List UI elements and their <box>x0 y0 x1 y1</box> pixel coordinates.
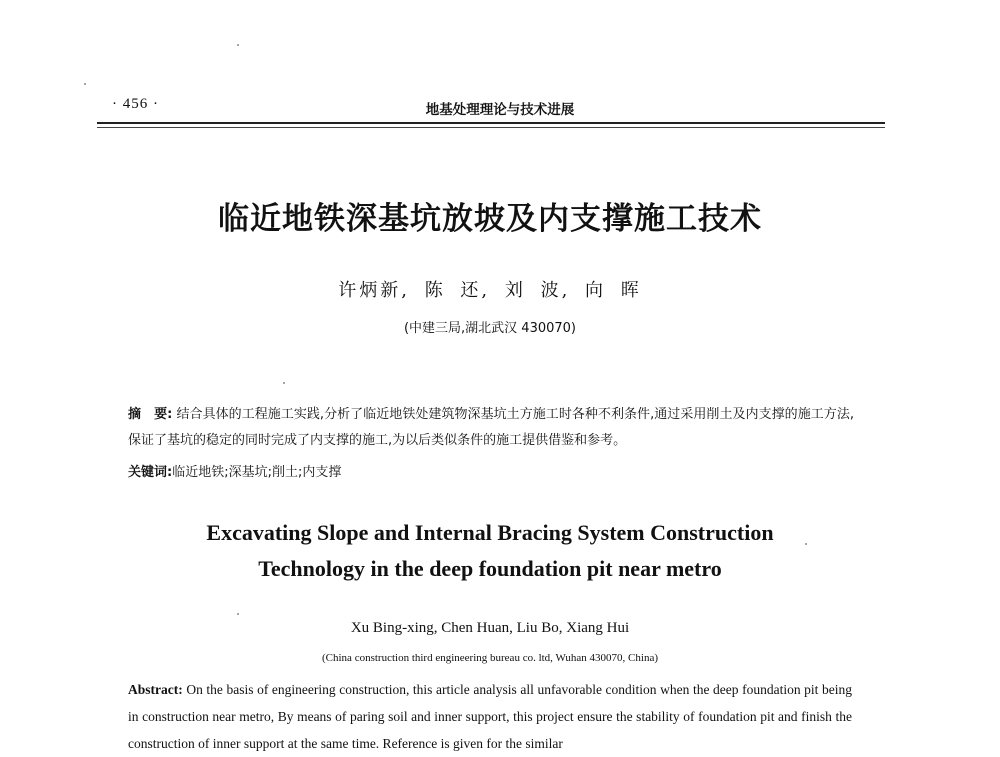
chinese-abstract-text: 结合具体的工程施工实践,分析了临近地铁处建筑物深基坑土方施工时各种不利条件,通过采用削土及内支撑的施工方法,保证了基坑的稳定的同时完成了内支撑的施工,为以后类似条件的施工提供借鉴和参考。 <box>128 407 854 448</box>
english-title-line-1: Excavating Slope and Internal Bracing System Construction <box>206 520 774 545</box>
scan-speck <box>237 44 239 46</box>
scan-speck <box>805 543 807 545</box>
english-title <box>0 515 980 587</box>
english-authors: Xu Bing-xing, Chen Huan, Liu Bo, Xiang Hui <box>350 620 630 636</box>
chinese-affiliation: (中建三局,湖北武汉 430070) <box>403 321 577 336</box>
page-number: · 456 · <box>112 96 159 112</box>
scan-speck <box>283 382 285 384</box>
english-title-line-2: Technology in the deep foundation pit near metro <box>258 556 722 581</box>
chinese-keywords <box>128 461 854 480</box>
english-abstract-label: Abstract: <box>128 682 183 697</box>
english-abstract-text: On the basis of engineering construction, this article analysis all unfavorable condition when the deep foundation pit being in construction near metro, By means of paring soil and inner support, this project ensure the stability of foundation pit and finish the construction of inner support at the same time. Reference is given for the similar <box>128 682 853 751</box>
english-abstract <box>128 676 852 757</box>
running-title: 地基处理理论与技术进展 <box>425 102 575 118</box>
chinese-keywords-label: 关键词: <box>128 465 173 480</box>
chinese-keywords-text: 临近地铁;深基坑;削土;内支撑 <box>172 465 342 480</box>
chinese-title: 临近地铁深基坑放坡及内支撑施工技术 <box>218 201 762 237</box>
chinese-abstract <box>128 402 854 454</box>
header-rule-thick <box>97 122 885 124</box>
header-rule-thin <box>97 127 885 128</box>
scan-speck <box>237 613 239 615</box>
chinese-authors: 许炳新, 陈 还, 刘 波, 向 晖 <box>338 280 642 301</box>
chinese-abstract-label: 摘 要: <box>128 407 173 422</box>
english-affiliation: (China construction third engineering bureau co. ltd, Wuhan 430070, China) <box>322 652 658 664</box>
scan-speck <box>84 83 86 85</box>
